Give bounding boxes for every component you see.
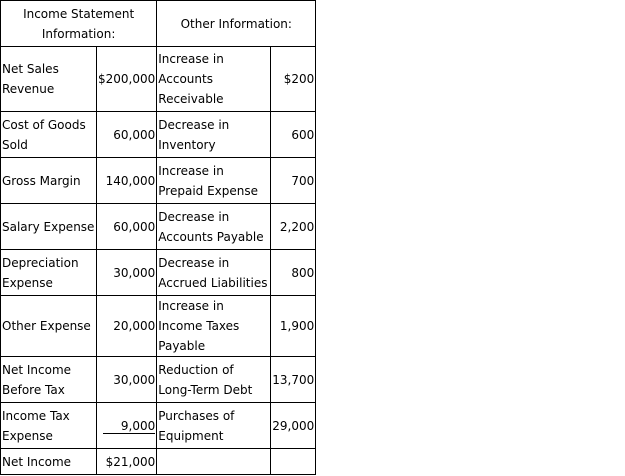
- income-label: Depreciation Expense: [1, 250, 97, 296]
- other-label: Increase in Accounts Receivable: [157, 47, 271, 112]
- income-value: 20,000: [97, 296, 157, 357]
- other-label: Reduction of Long-Term Debt: [157, 357, 271, 403]
- income-label: Other Expense: [1, 296, 97, 357]
- other-label: Decrease in Inventory: [157, 112, 271, 158]
- income-label: Net Income: [1, 449, 97, 475]
- table-row: [1, 296, 316, 357]
- table-row: [1, 250, 316, 296]
- table-row: [1, 47, 316, 112]
- income-value: 60,000: [97, 112, 157, 158]
- table-row: [1, 449, 316, 475]
- other-value: [271, 449, 316, 475]
- other-information-header: Other Information:: [157, 1, 316, 47]
- table-header-row: [1, 1, 316, 47]
- other-value: 2,200: [271, 204, 316, 250]
- table-row: [1, 403, 316, 449]
- other-value: 13,700: [271, 357, 316, 403]
- income-statement-header: Income Statement Information:: [1, 1, 157, 47]
- other-value: 1,900: [271, 296, 316, 357]
- table-row: [1, 357, 316, 403]
- other-label: Increase in Income Taxes Payable: [157, 296, 271, 357]
- income-label: Salary Expense: [1, 204, 97, 250]
- income-label: Net Income Before Tax: [1, 357, 97, 403]
- income-value: 140,000: [97, 158, 157, 204]
- other-label: Decrease in Accounts Payable: [157, 204, 271, 250]
- income-label: Net Sales Revenue: [1, 47, 97, 112]
- other-value: $200: [271, 47, 316, 112]
- income-value: 30,000: [97, 250, 157, 296]
- income-value: 30,000: [97, 357, 157, 403]
- other-value: 600: [271, 112, 316, 158]
- income-label: Cost of Goods Sold: [1, 112, 97, 158]
- other-label: [157, 449, 271, 475]
- income-value: $21,000: [97, 449, 157, 475]
- income-label: Gross Margin: [1, 158, 97, 204]
- income-value: $200,000: [97, 47, 157, 112]
- other-label: Increase in Prepaid Expense: [157, 158, 271, 204]
- other-value: 700: [271, 158, 316, 204]
- income-value: 9,000: [103, 419, 155, 434]
- table-row: [1, 158, 316, 204]
- income-value: 60,000: [97, 204, 157, 250]
- other-label: Decrease in Accrued Liabilities: [157, 250, 271, 296]
- other-value: 29,000: [271, 403, 316, 449]
- table-row: [1, 204, 316, 250]
- income-label: Income Tax Expense: [1, 403, 97, 449]
- other-value: 800: [271, 250, 316, 296]
- other-label: Purchases of Equipment: [157, 403, 271, 449]
- income-value-cell: [97, 403, 157, 449]
- table-row: [1, 112, 316, 158]
